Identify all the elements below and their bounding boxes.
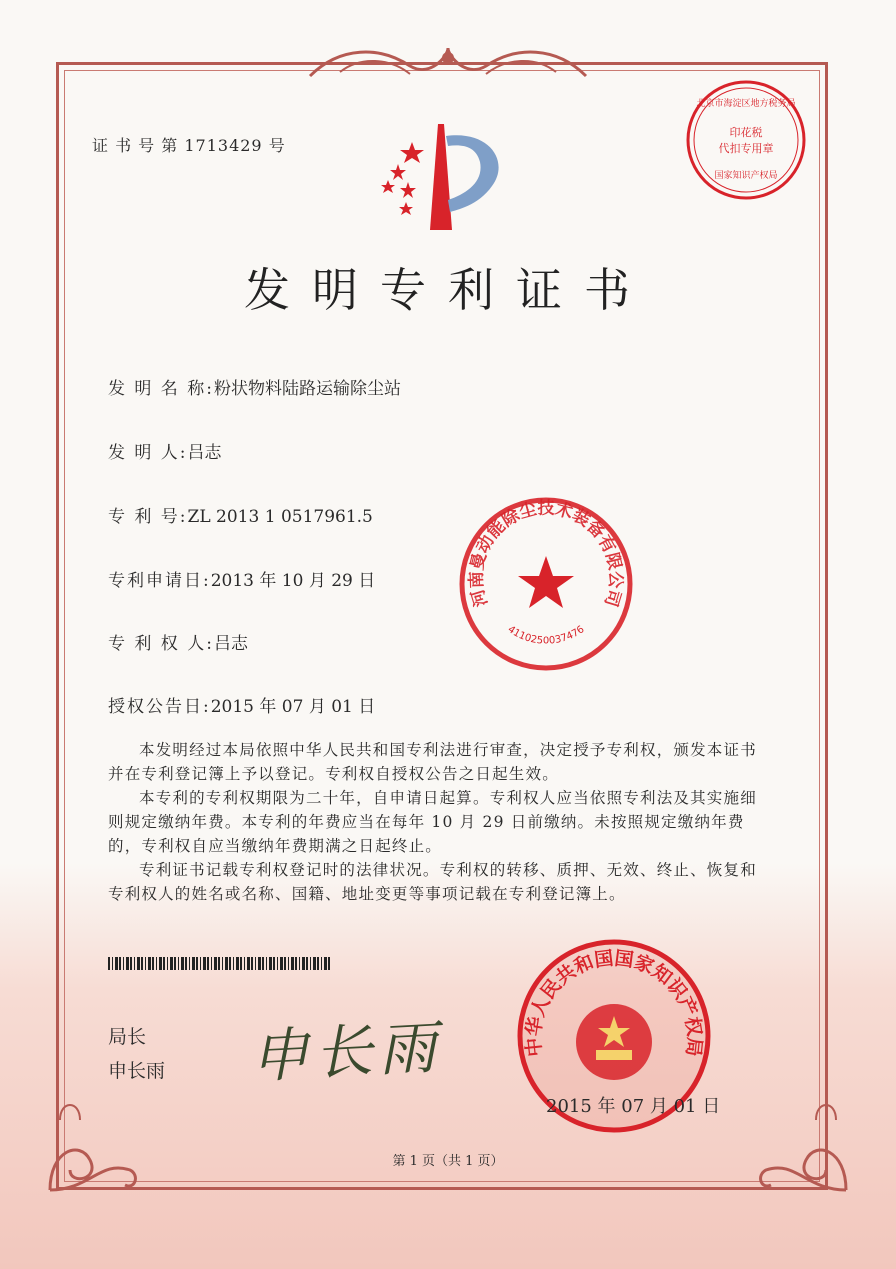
star-icon: [518, 556, 574, 608]
certificate-title: 发明专利证书: [244, 263, 652, 317]
patent-logo-icon: [372, 122, 512, 232]
page-footer: 第 1 页（共 1 页）: [392, 1154, 504, 1169]
tax-stamp-line1: 北京市海淀区地方税务局: [696, 99, 796, 109]
field-label: 授权公告日:: [108, 697, 211, 717]
field-label: 发 明 名 称:: [108, 379, 214, 399]
director-title: 局长: [108, 1026, 147, 1048]
bottom-left-ornament: [40, 1080, 150, 1200]
issue-date: 2015 年 07 月 01 日: [546, 1096, 721, 1117]
certificate-number: 证 书 号 第 1713429 号: [92, 136, 286, 155]
field-value: 粉状物料陆路运输除尘站: [213, 379, 401, 399]
field-value: 2013 年 10 月 29 日: [210, 571, 376, 591]
tax-stamp-line4: 国家知识产权局: [714, 171, 778, 181]
top-ornament: [300, 36, 596, 86]
field-value: ZL 2013 1 0517961.5: [187, 507, 373, 527]
company-stamp: [458, 496, 634, 672]
company-stamp-code: 4110250037476: [505, 624, 587, 647]
barcode: [108, 957, 332, 970]
field-patent-number: [108, 502, 373, 527]
field-label: 发 明 人:: [108, 443, 188, 463]
paragraph-3: 专利证书记载专利权登记时的法律状况。专利权的转移、质押、无效、终止、恢复和专利权人的姓名或名称、国籍、地址变更等事项记载在专利登记簿上。: [108, 861, 757, 903]
field-value: 吕志: [213, 634, 248, 654]
tax-stamp: [684, 78, 808, 202]
field-label: 专 利 权 人:: [108, 634, 214, 654]
paragraph-1: 本发明经过本局依照中华人民共和国专利法进行审查，决定授予专利权，颁发本证书并在专利登记簿上予以登记。专利权自授权公告之日起生效。: [108, 741, 757, 783]
field-invention-name: [108, 374, 401, 399]
field-grant-date: [108, 692, 375, 717]
field-label: 专 利 号:: [108, 507, 188, 527]
field-value: 吕志: [187, 443, 222, 463]
national-emblem-icon: [576, 1004, 652, 1080]
field-application-date: [108, 566, 375, 591]
director-signature: 申长雨: [248, 1013, 444, 1091]
field-inventor: [108, 438, 222, 463]
office-seal-name: 中华人民共和国国家知识产权局: [522, 947, 706, 1058]
field-value: 2015 年 07 月 01 日: [210, 697, 376, 717]
field-label: 专利申请日:: [108, 571, 211, 591]
director-name: 申长雨: [108, 1060, 166, 1082]
tax-stamp-line2: 印花税: [729, 126, 763, 139]
bottom-right-ornament: [746, 1080, 856, 1200]
company-stamp-name: 河南曼动能除尘技术装备有限公司: [466, 498, 626, 609]
paragraph-2: 本专利的专利权期限为二十年，自申请日起算。专利权人应当依照专利法及其实施细则规定缴纳年费。本专利的年费应当在每年 10 月 29 日前缴纳。未按照规定缴纳年费的，专利权自应当缴纳年费期满之日起终止。: [108, 789, 757, 855]
field-patentee: [108, 629, 248, 654]
svg-text:4110250037476: [506, 624, 587, 647]
tax-stamp-line3: 代扣专用章: [718, 142, 774, 155]
